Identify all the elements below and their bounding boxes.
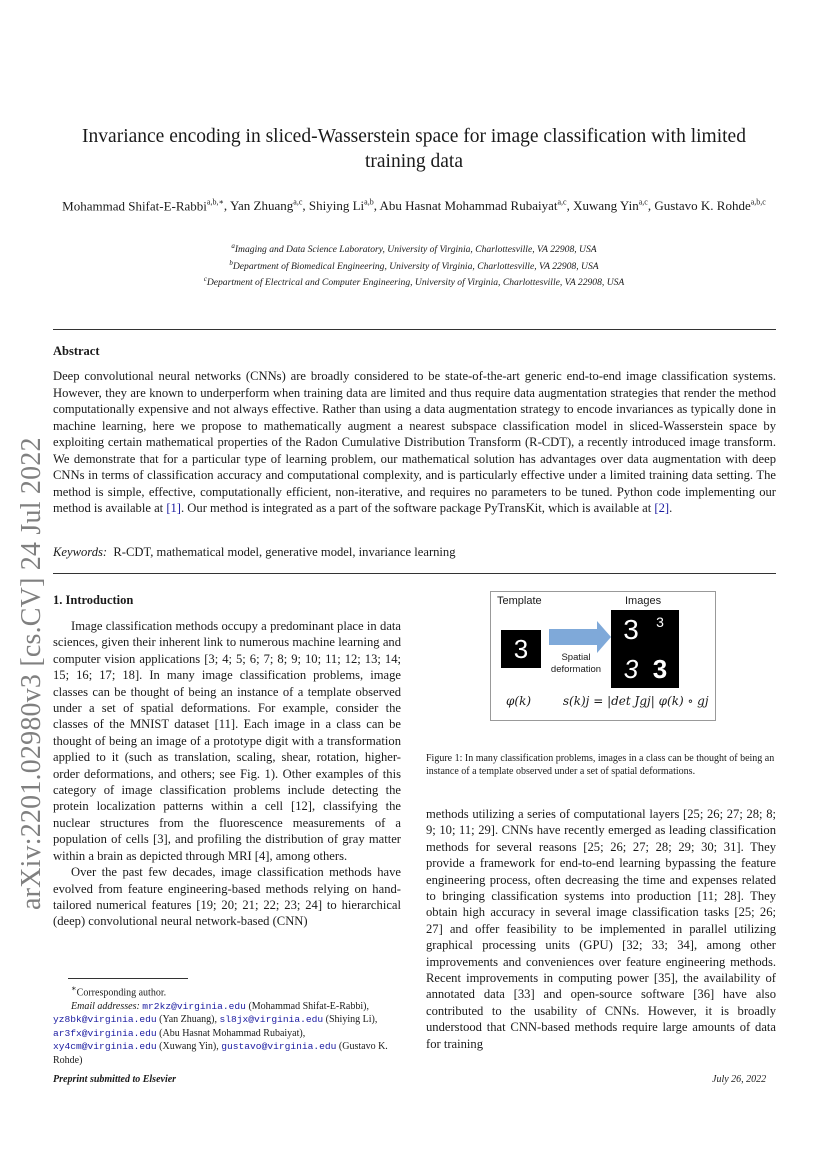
template-formula: φ(k) [506, 694, 532, 708]
template-digit-image: 3 [501, 630, 541, 668]
affiliation [80, 257, 748, 274]
affiliation [80, 273, 748, 290]
footnote-marker: ∗ [71, 984, 77, 993]
author-email-link[interactable]: yz8bk@virginia.edu [53, 1014, 157, 1026]
author-name: , Xuwang Yin [566, 198, 639, 214]
author-affiliation-sup: a,c [293, 198, 303, 207]
section-heading-introduction: 1. Introduction [53, 593, 134, 607]
figure-images-label: Images [625, 595, 662, 607]
affiliation-list [80, 240, 748, 290]
author-list [52, 194, 776, 215]
abstract-text [53, 368, 776, 517]
author-email-link[interactable]: sl8jx@virginia.edu [219, 1014, 324, 1026]
abstract-bottom-rule [53, 573, 776, 574]
author-email-link[interactable]: xy4cm@virginia.edu [53, 1041, 157, 1053]
keywords-line [53, 545, 776, 560]
first-author: Mohammad Shifat-E-Rabbi [62, 198, 207, 214]
abstract-heading: Abstract [53, 344, 100, 358]
author-list-rest [207, 198, 766, 213]
keywords-label: Keywords: [53, 545, 108, 559]
email-label: Email addresses: [71, 1000, 140, 1012]
figure-caption: Figure 1: In many classification problems, images in a class can be thought of being an instance of a template observed under a set of spatial deformations. [426, 753, 775, 777]
deformed-digit-image: 3 [641, 610, 679, 650]
author-email-name: (Mohammad Shifat-E-Rabbi), [245, 1000, 369, 1012]
author-affiliation-sup: a,c [557, 198, 567, 207]
spatial-deformation-label: Spatial deformation [550, 652, 602, 675]
arxiv-identifier: arXiv:2201.02980v3 [cs.CV] 24 Jul 2022 [16, 437, 47, 910]
footnote-rule [68, 978, 188, 979]
author-email-name: (Abu Hasnat Mohammad Rubaiyat), [156, 1027, 306, 1039]
figure-template-label: Template [497, 595, 542, 607]
author-name: , Gustavo K. Rohde [647, 198, 751, 214]
corresponding-author-note: Corresponding author. [76, 987, 167, 999]
author-email-link[interactable]: ar3fx@virginia.edu [53, 1027, 157, 1039]
affiliation-text: Department of Electrical and Computer Engineering, University of Virginia, Charlottesville, VA 22908, USA [206, 277, 625, 289]
footer-journal: Preprint submitted to Elsevier [53, 1074, 177, 1085]
author-affiliation-sup: a,c [638, 198, 648, 207]
abstract-ref-2[interactable]: [2] [654, 501, 670, 515]
deformation-arrow-shaft [549, 629, 599, 645]
keywords-text: R-CDT, mathematical model, generative model, invariance learning [113, 545, 456, 559]
author-email-name: (Yan Zhuang), [156, 1014, 220, 1026]
abstract-body-end: . [669, 501, 673, 515]
affiliation [80, 240, 748, 257]
author-email-link[interactable]: mr2kz@virginia.edu [142, 1000, 246, 1012]
deformation-arrow-icon [597, 621, 611, 653]
deformed-digit-image: 3 [611, 610, 651, 650]
intro-paragraph-2: Over the past few decades, image classification methods have evolved from feature engineering-based methods relying on hand-tailored numerical features [19; 20; 21; 22; 23; 24] to hierarchical (deep) convolutional neural network-based (CNN) [53, 865, 401, 929]
footer-date: July 26, 2022 [712, 1074, 767, 1085]
author-name: , Yan Zhuang [223, 198, 294, 214]
abstract-body: Deep convolutional neural networks (CNNs) are broadly considered to be state-of-the-art generic end-to-end image classification systems. However, they are known to underperform when training data are limited and thus require data augmentation strategies that render the method computationally expensive and not always effective. Rather than using a data augmentation strategy to encode invariances as typically done in machine learning, here we propose to mathematically augment a nearest subspace classification model in sliced-Wasserstein space by exploiting certain mathematical properties of the Radon Cumulative Distribution Transform (R-CDT), a recently introduced image transform. We demonstrate that for a particular type of learning problem, our mathematical solution has advantages over data augmentation with deep CNNs in terms of classification accuracy and computational complexity, and is particularly effective under a limited training data setting. The method is simple, effective, computationally efficient, non-iterative, and requires no parameters to be tuned. Python code implementing our method is available at [53, 369, 776, 515]
image-formula: s(k)j = |det Jgj| φ(k) ∘ gj [562, 694, 709, 708]
abstract-ref-1[interactable]: [1] [166, 501, 181, 515]
author-affiliation-sup: a,b,∗ [206, 198, 224, 207]
author-affiliation-sup: a,b [364, 198, 374, 207]
author-name: , Shiying Li [302, 198, 365, 214]
intro-paragraph-1: Image classification methods occupy a predominant place in data sciences, given their inherent link to numerous machine learning and computer vision applications [3; 4; 5; 6; 7; 8; 9; 10; 11; 12; 13; 14; 15; 16; 17; 18]. In many image classification problems, image classes can be thought of being an instance of a template observed under a set of spatial deformations. For example, consider the classes of the MNIST dataset [11]. Each image in a class can be thought of being an image of a prototype digit with a transformation applied to it (such as translation, scaling, shear, rotation, higher-order deformations, and others; see Fig. 1). Other examples of this category of image classification problems include detecting the protein localization patterns within a cell [12], classifying the nuclear structures from the fluorescence measurements of a population of cells [3], and profiling the distribution of gray matter within a brain as depicted through MRI [4], among others. [53, 619, 401, 863]
left-column [53, 618, 401, 930]
author-affiliation-sup: a,b,c [750, 198, 766, 207]
author-email-link[interactable]: gustavo@virginia.edu [221, 1041, 337, 1053]
affiliation-marker: c [203, 275, 207, 284]
abstract-body-mid: . Our method is integrated as a part of the software package PyTransKit, which is available at [181, 501, 655, 515]
author-name: , Abu Hasnat Mohammad Rubaiyat [373, 198, 558, 214]
affiliation-marker: b [229, 258, 233, 267]
intro-paragraph-3: methods utilizing a series of computational layers [25; 26; 27; 28; 8; 9; 10; 11; 29]. CNNs have recently emerged as leading classification methods for several reasons [25; 26; 27; 28; 29; 30; 31]. They provide a framework for end-to-end learning bypassing the feature engineering process, often decreasing the time and expenses related to bringing classification systems into production [11; 28]. They obtain high accuracy in several image classification tasks [25; 26; 27] and offer feasibility to be implemented in parallel utilizing graphical processing units (GPU) [32; 33; 34], among other improvements and conveniences over feature engineering methods. Recent improvements in computing power [35], the availability of annotated data [33] and open-source software [36] have also contributed to the usability of CNNs. However, it is broadly understood that CNN-based methods require large amounts of data for training [426, 807, 776, 1051]
top-rule [53, 329, 776, 330]
figure-formula [506, 694, 711, 708]
paper-title: Invariance encoding in sliced-Wasserstein space for image classification with limited training data [82, 126, 746, 172]
author-email-name: (Shiying Li), [323, 1014, 378, 1026]
author-email-name: (Xuwang Yin), [156, 1041, 222, 1053]
footnote [53, 982, 401, 1067]
affiliation-marker: a [231, 242, 235, 250]
deformed-digit-image: 3 [641, 650, 679, 688]
right-column [426, 806, 776, 1052]
affiliation-text: Imaging and Data Science Laboratory, University of Virginia, Charlottesville, VA 22908, USA [234, 244, 597, 256]
figure-1 [490, 591, 716, 721]
deformed-digit-image: 3 [611, 650, 651, 688]
author-email-name: (Gustavo K. Rohde) [53, 1041, 388, 1066]
affiliation-text: Department of Biomedical Engineering, University of Virginia, Charlottesville, VA 22908, USA [232, 260, 599, 272]
